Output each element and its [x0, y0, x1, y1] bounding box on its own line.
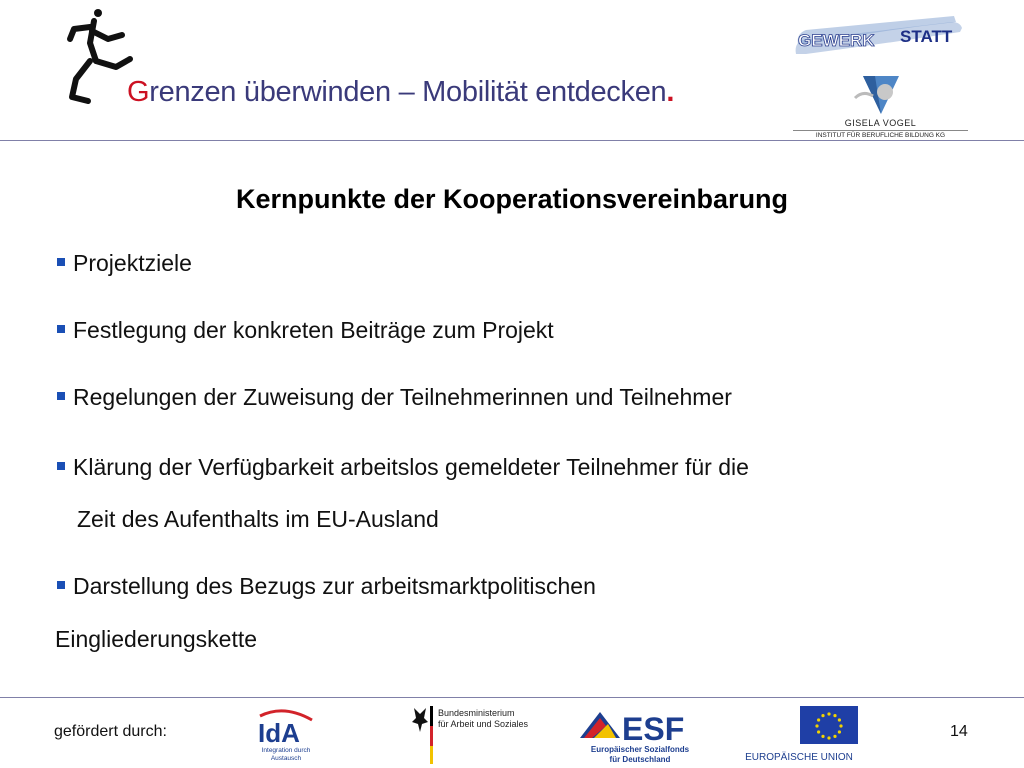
- federal-eagle-icon: [412, 708, 428, 732]
- bmas-logo: [400, 704, 530, 766]
- svg-text:für Arbeit und Soziales: für Arbeit und Soziales: [438, 719, 529, 729]
- slide-header: [0, 0, 1024, 142]
- slide-title: Kernpunkte der Kooperationsvereinbarung: [235, 184, 789, 214]
- svg-text:EUROPÄISCHE UNION: EUROPÄISCHE UNION: [745, 752, 853, 763]
- gisela-vogel-name: GISELA VOGEL: [844, 118, 917, 128]
- svg-text:GEWERK: GEWERK: [798, 31, 875, 50]
- svg-text:Integration durch: Integration durch: [261, 747, 311, 754]
- bullet-continuation: Eingliederungskette: [55, 626, 258, 652]
- svg-text:IdA: IdA: [258, 718, 300, 748]
- gisela-vogel-subtitle: INSTITUT FÜR BERUFLICHE BILDUNG KG: [793, 130, 968, 139]
- gewerkstatt-logo: [792, 14, 967, 60]
- gisela-vogel-emblem-icon: [793, 72, 968, 118]
- svg-text:Europäischer Sozialfonds: Europäischer Sozialfonds: [590, 745, 690, 754]
- bullet-continuation: Zeit des Aufenthalts im EU-Ausland: [77, 506, 439, 532]
- list-item: [57, 573, 596, 600]
- slogan-text: Grenzen überwinden – Mobilität entdecken.: [127, 76, 675, 108]
- bullet-text: Klärung der Verfügbarkeit arbeitslos gemeldeter Teilnehmer für die: [73, 454, 749, 480]
- ida-logo: [254, 706, 318, 764]
- footer-divider: [0, 697, 1024, 698]
- svg-text:ESF: ESF: [622, 711, 685, 747]
- gisela-vogel-logo: [793, 72, 968, 142]
- eu-logo: [736, 706, 862, 764]
- svg-text:STATT: STATT: [900, 27, 953, 46]
- bullet-text: Darstellung des Bezugs zur arbeitsmarktpolitischen: [73, 573, 596, 599]
- bullet-text: Festlegung der konkreten Beiträge zum Projekt: [73, 317, 554, 343]
- svg-text:Austausch: Austausch: [270, 755, 302, 762]
- bullet-square-icon: [57, 258, 65, 266]
- list-item: [57, 384, 732, 411]
- svg-text:Bundesministerium: Bundesministerium: [438, 708, 515, 718]
- bullet-text: Projektziele: [73, 250, 192, 276]
- bullet-square-icon: [57, 581, 65, 589]
- bullet-square-icon: [57, 325, 65, 333]
- bullet-square-icon: [57, 462, 65, 470]
- header-divider: [0, 140, 1024, 141]
- page-number: 14: [950, 723, 968, 740]
- list-item: [57, 250, 192, 277]
- list-item: [57, 317, 554, 344]
- svg-text:für Deutschland: für Deutschland: [609, 755, 671, 764]
- bullet-square-icon: [57, 392, 65, 400]
- esf-logo: [578, 706, 702, 764]
- list-item: [57, 454, 749, 481]
- funded-by-label: gefördert durch:: [54, 723, 167, 740]
- bullet-text: Regelungen der Zuweisung der Teilnehmerinnen und Teilnehmer: [73, 384, 732, 410]
